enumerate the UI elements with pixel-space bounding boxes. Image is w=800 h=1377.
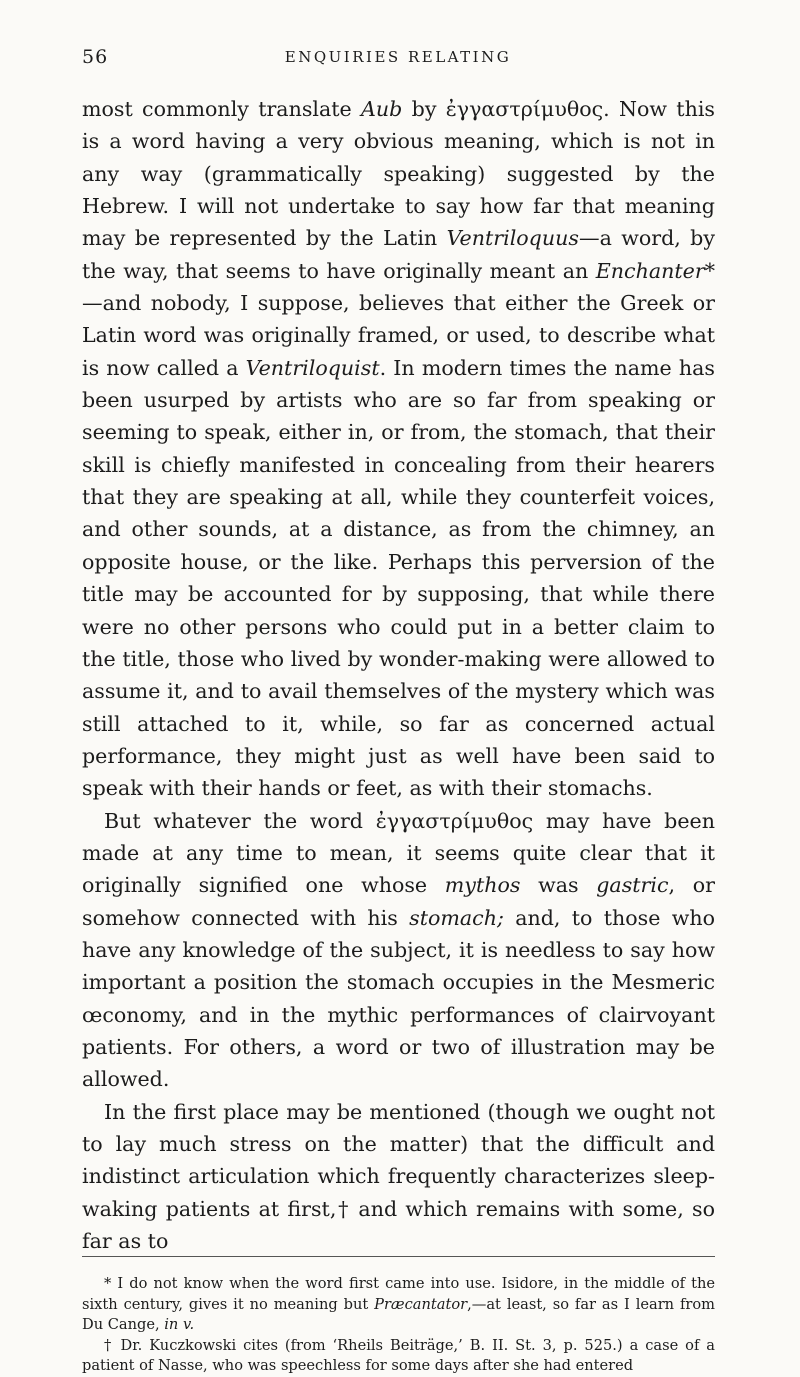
running-head: ENQUIRIES RELATING <box>284 48 512 66</box>
paragraph-3 <box>82 1096 715 1258</box>
text: and, to those who have any knowledge of the subject, it is needless to say how important a position the stomach occupies in the Mesmeric œconomy, and in the mythic performances of clairvoyant patients. For others, a word or two of illustration may be allowed. <box>82 905 715 1092</box>
italic-aub: Aub <box>361 97 403 121</box>
text: —a word, by the way, that seems to have originally meant an <box>82 226 715 283</box>
footnote-2 <box>82 1336 715 1377</box>
footnote-1 <box>82 1274 715 1336</box>
italic-enchanter: Enchanter <box>595 258 705 283</box>
italic-mythos: mythos <box>444 873 521 898</box>
italic-ventriloquist: Ventriloquist <box>245 355 380 380</box>
text: , or somehow connected with his <box>82 873 715 930</box>
text: was <box>520 873 597 898</box>
italic-ventriloquus: Ventriloquus <box>446 226 579 251</box>
italic-praecantator: Præcantator <box>374 1295 468 1313</box>
text: ,—at least, so far as I learn from Du Cange, <box>82 1295 715 1333</box>
paragraph-2 <box>82 805 715 1096</box>
page-header <box>82 46 714 76</box>
text: by ἐγγαστρίμυθος. Now this is a word having a very obvious meaning, which is not in any way (grammatically speaking) suggested by the Hebrew. I will not undertake to say how far that meaning may be represented by the Latin <box>82 97 715 251</box>
page-number: 56 <box>82 46 109 68</box>
footnote-divider <box>82 1256 715 1257</box>
text: But whatever the word ἐγγαστρίμυθος may have been made at any time to mean, it seems quite clear that it originally signified one whose <box>82 808 715 898</box>
body-text <box>82 93 715 1257</box>
text: . In modern times the name has been usurped by artists who are so far from speaking or seeming to speak, either in, or from, the stomach, that their skill is chiefly manifested in concealing from their hearers that they are speaking at all, while they counterfeit voices, and other sounds, at a distance, as from the chimney, an opposite house, or the like. Perhaps this perversion of the title may be accounted for by supposing, that while there were no other persons who could put in a better claim to the title, those who lived by wonder-making were allowed to assume it, and to avail themselves of the mystery which was still attached to it, while, so far as concerned actual performance, they might just as well have been said to speak with their hands or feet, as with their stomachs. <box>82 355 715 801</box>
text: † Dr. Kuczkowski cites (from ‘Rheils Beiträge,’ B. II. St. 3, p. 525.) a case of a patient of Nasse, who was speechless for some days after she had entered <box>82 1336 715 1374</box>
text: *—and nobody, I suppose, believes that either the Greek or Latin word was originally framed, or used, to describe what is now called a <box>82 258 715 380</box>
text: In the first place may be mentioned (though we ought not to lay much stress on the matter) that the difficult and indistinct articulation which frequently characterizes sleep-waking patients at first,† and which remains with some, so far as to <box>82 1099 715 1254</box>
paragraph-1 <box>82 93 715 805</box>
italic-in-v: in v. <box>164 1316 195 1333</box>
text: most commonly translate <box>82 97 362 121</box>
text: * I do not know when the word first came into use. Isidore, in the middle of the sixth century, gives it no meaning but <box>82 1275 715 1313</box>
footnotes <box>82 1274 715 1377</box>
italic-stomach: stomach; <box>409 905 504 930</box>
italic-gastric: gastric <box>596 873 669 898</box>
